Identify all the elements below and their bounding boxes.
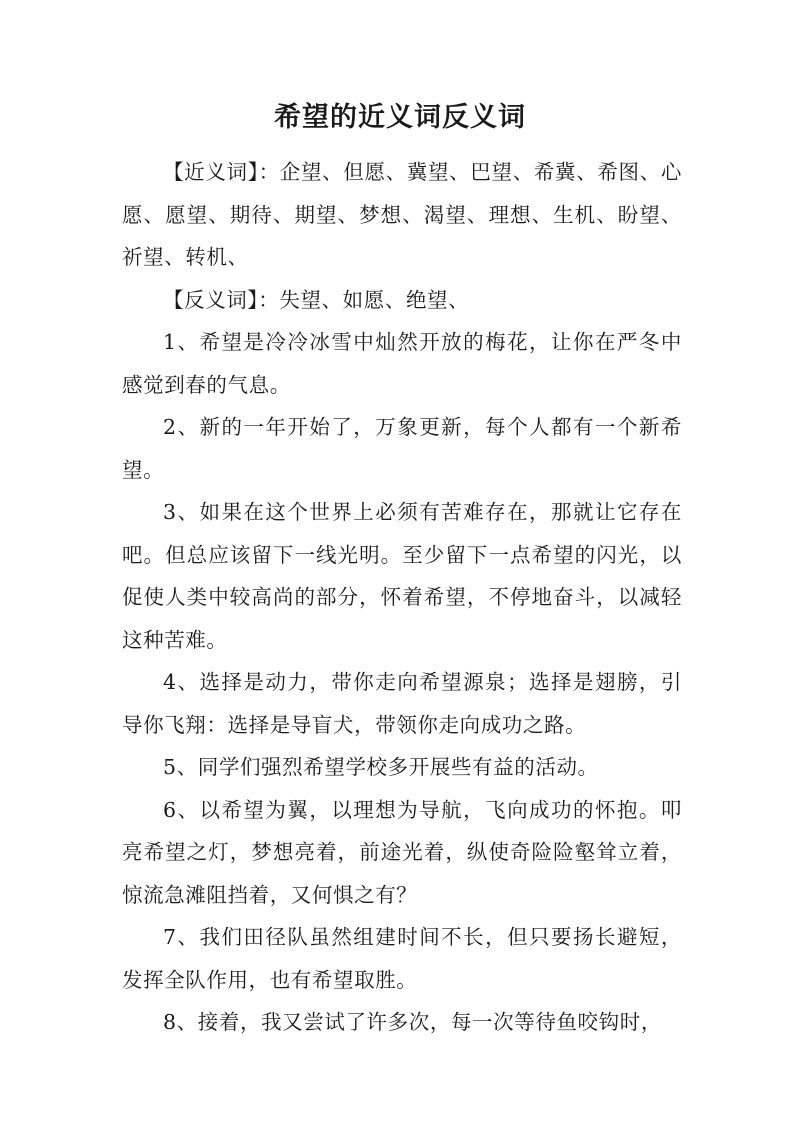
paragraph-antonyms: 【反义词】：失望、如愿、绝望、 (163, 287, 470, 312)
document-body (122, 151, 682, 1044)
paragraph-example-8: 8、接着，我又尝试了许多次，每一次等待鱼咬钩时， (163, 1010, 662, 1034)
document-title: 希望的近义词反义词 (274, 102, 526, 133)
paragraph-example-6: 6、以希望为翼，以理想为导航，飞向成功的怀抱。叩亮希望之灯，梦想亮着，前途光着，纵使奇险险壑耸立着，惊流急滩阻挡着，又何惧之有？ (122, 797, 682, 907)
paragraph-example-1: 1、希望是冷冷冰雪中灿然开放的梅花，让你在严冬中感觉到春的气息。 (122, 330, 682, 397)
paragraph-example-2: 2、新的一年开始了，万象更新，每个人都有一个新希望。 (122, 415, 682, 482)
paragraph-example-3: 3、如果在这个世界上必须有苦难存在，那就让它存在吧。但总应该留下一线光明。至少留下一点希望的闪光，以促使人类中较高尚的部分，怀着希望，不停地奋斗，以减轻这种苦难。 (122, 500, 682, 652)
paragraph-example-7: 7、我们田径队虽然组建时间不长，但只要扬长避短，发挥全队作用，也有希望取胜。 (122, 925, 682, 992)
paragraph-synonyms: 【近义词】：企望、但愿、冀望、巴望、希冀、希图、心愿、愿望、期待、期望、梦想、渴望、理想、生机、盼望、祈望、转机、 (122, 160, 682, 269)
paragraph-example-4: 4、选择是动力，带你走向希望源泉；选择是翅膀，引导你飞翔：选择是导盲犬，带领你走向成功之路。 (122, 670, 682, 737)
paragraph-example-5: 5、同学们强烈希望学校多开展些有益的活动。 (163, 755, 599, 779)
